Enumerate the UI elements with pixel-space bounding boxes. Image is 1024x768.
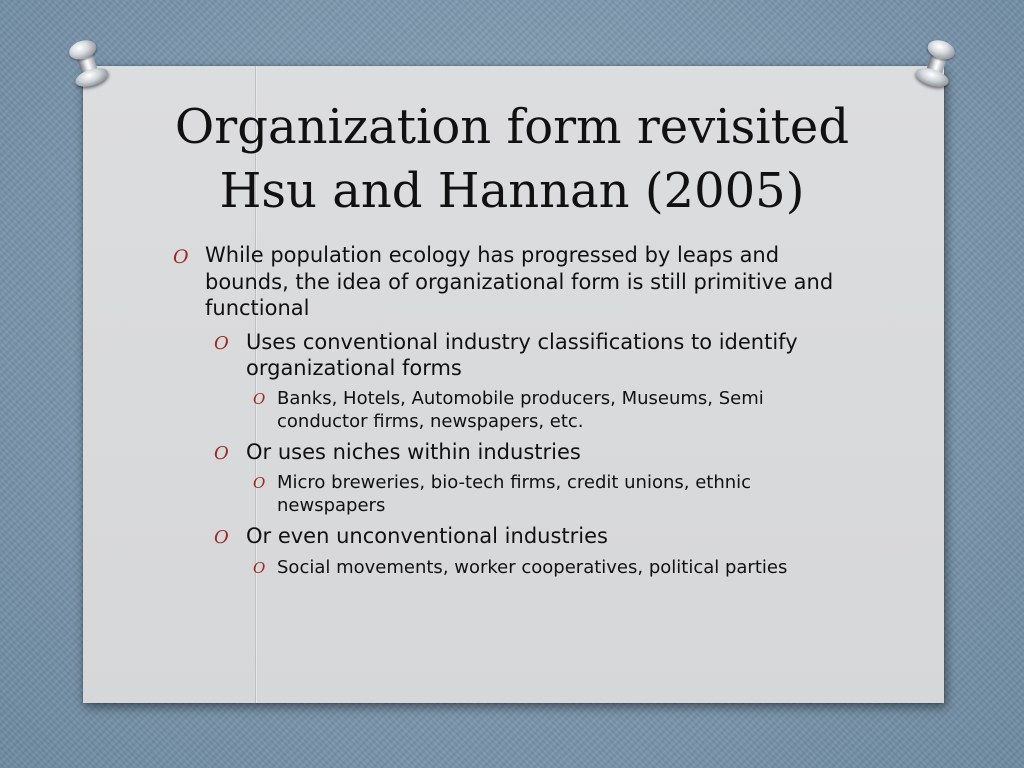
bullet-item	[214, 329, 866, 381]
bullet-text: While population ecology has progressed by leaps and bounds, the idea of organizational form is still primitive and functional	[205, 243, 834, 320]
bullet-marker-icon: O	[214, 527, 229, 548]
bullet-item	[253, 387, 857, 433]
bullet-text: Uses conventional industry classifications to identify organizational forms	[246, 330, 798, 380]
bullet-marker-icon: O	[253, 474, 266, 492]
bullet-marker-icon: O	[214, 333, 229, 354]
bullet-item	[214, 523, 866, 549]
title-line-1: Organization form revisited	[174, 99, 850, 155]
title-line-2: Hsu and Hannan (2005)	[219, 163, 805, 219]
bullet-text: Social movements, worker cooperatives, political parties	[277, 557, 788, 578]
bullet-text: Banks, Hotels, Automobile producers, Museums, Semi conductor firms, newspapers, etc.	[277, 388, 764, 432]
bullet-marker-icon: O	[253, 390, 266, 408]
bullet-item	[253, 471, 857, 517]
bullet-item	[173, 242, 845, 322]
bullet-text: Or even unconventional industries	[246, 524, 608, 548]
bullet-item	[214, 439, 866, 465]
bullet-item	[253, 556, 857, 579]
bullet-text: Micro breweries, bio-tech firms, credit unions, ethnic newspapers	[277, 472, 752, 516]
bullet-text: Or uses niches within industries	[246, 440, 581, 464]
bullet-marker-icon: O	[173, 246, 189, 268]
bullet-marker-icon: O	[214, 443, 229, 464]
bullet-marker-icon: O	[253, 559, 266, 577]
